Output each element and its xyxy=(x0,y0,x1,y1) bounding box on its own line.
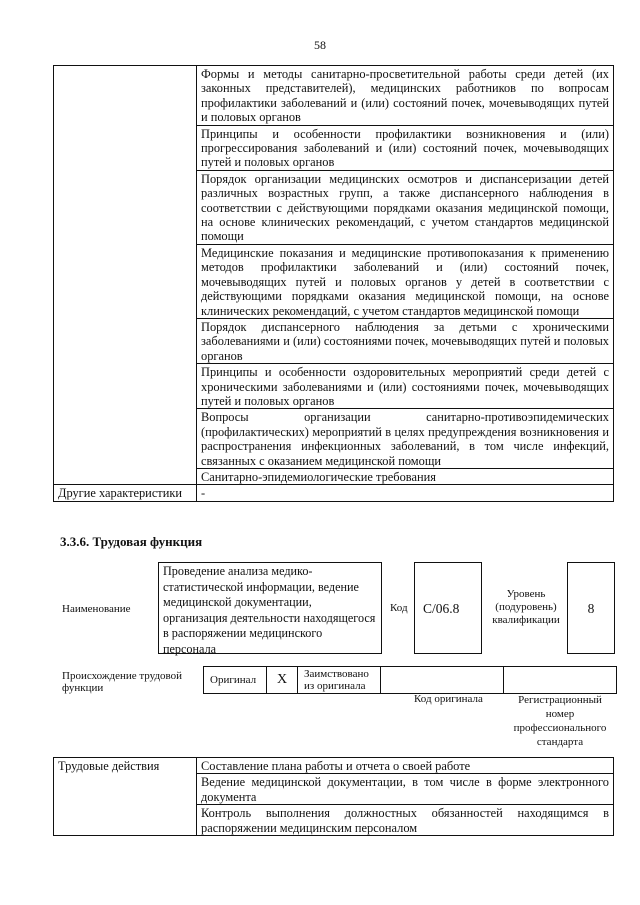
table-cell: Принципы и особенности профилактики возникновения и (или) прогрессирования заболеваний и (или) состояний почек, мочевыводящих путей и половых органов xyxy=(197,125,614,170)
reg-number-caption: Регистрационный номер профессионального стандарта xyxy=(513,694,607,748)
table-cell: Вопросы организации санитарно-противоэпидемических (профилактических) мероприятий в целях предупреждения возникновения и распространения инфекционных заболеваний, в том числе инфекций, связанных с оказанием медицинской помощи xyxy=(197,409,614,469)
original-mark: X xyxy=(267,667,298,694)
page-number: 58 xyxy=(314,38,326,52)
origin-table xyxy=(203,666,617,694)
table-cell: Порядок диспансерного наблюдения за детьми с хроническими заболеваниями и (или) состояниями почек, мочевыводящих путей и половых органов xyxy=(197,318,614,363)
table-cell: Санитарно-эпидемиологические требования xyxy=(197,468,614,484)
table-row xyxy=(54,66,614,126)
labor-actions-label: Трудовые действия xyxy=(54,758,197,836)
reg-number-cell xyxy=(504,667,617,694)
qualification-level-box: 8 xyxy=(567,562,615,654)
qualification-level-label: Уровень (подуровень) квалификации xyxy=(492,588,560,626)
name-label: Наименование xyxy=(62,603,131,615)
code-original-cell xyxy=(381,667,504,694)
function-code-box: С/06.8 xyxy=(414,562,482,654)
table-cell: Контроль выполнения должностных обязанностей находящимся в распоряжении медицинским персоналом xyxy=(197,805,614,836)
table-cell: Принципы и особенности оздоровительных мероприятий среди детей с хроническими заболеваниями и (или) состояниями почек, мочевыводящих путей и половых органов xyxy=(197,364,614,409)
table-cell: Медицинские показания и медицинские противопоказания к применению методов профилактики заболеваний и (или) состояний почек, мочевыводящих путей и половых органов у детей в соответствии с действующими порядками оказания медицинской помощи, на основе клинических рекомендаций, с учетом стандартов медицинской помощи xyxy=(197,244,614,318)
table-cell: Формы и методы санитарно-просветительной работы среди детей (их законных представителей), медицинских работников по вопросам профилактики заболеваний и (или) состояний почек, мочевыводящих путей и половых органов xyxy=(197,66,614,126)
section-heading: 3.3.6. Трудовая функция xyxy=(60,534,203,549)
row-label-cell xyxy=(54,66,197,485)
borrowed-label: Заимствовано из оригинала xyxy=(298,667,381,694)
labor-actions-table xyxy=(53,757,614,836)
table-row xyxy=(54,758,614,774)
function-name-box: Проведение анализа медико-статистической информации, ведение медицинской документации, организация деятельности находящегося в распоряжении медицинского персонала xyxy=(158,562,382,654)
origin-label: Происхождение трудовой функции xyxy=(62,670,183,694)
code-original-caption: Код оригинала xyxy=(414,693,483,705)
other-characteristics-label: Другие характеристики xyxy=(54,485,197,501)
table-row xyxy=(54,485,614,501)
knowledge-table xyxy=(53,65,614,502)
table-row xyxy=(204,667,617,694)
other-characteristics-value: - xyxy=(197,485,614,501)
code-label: Код xyxy=(390,602,408,614)
table-cell: Ведение медицинской документации, в том числе в форме электронного документа xyxy=(197,774,614,805)
table-cell: Составление плана работы и отчета о своей работе xyxy=(197,758,614,774)
table-cell: Порядок организации медицинских осмотров и диспансеризации детей различных возрастных групп, а также диспансерного наблюдения в соответствии с действующими порядками оказания медицинской помощи, на основе клинических рекомендаций, с учетом стандартов медицинской помощи xyxy=(197,170,614,244)
original-label: Оригинал xyxy=(204,667,267,694)
